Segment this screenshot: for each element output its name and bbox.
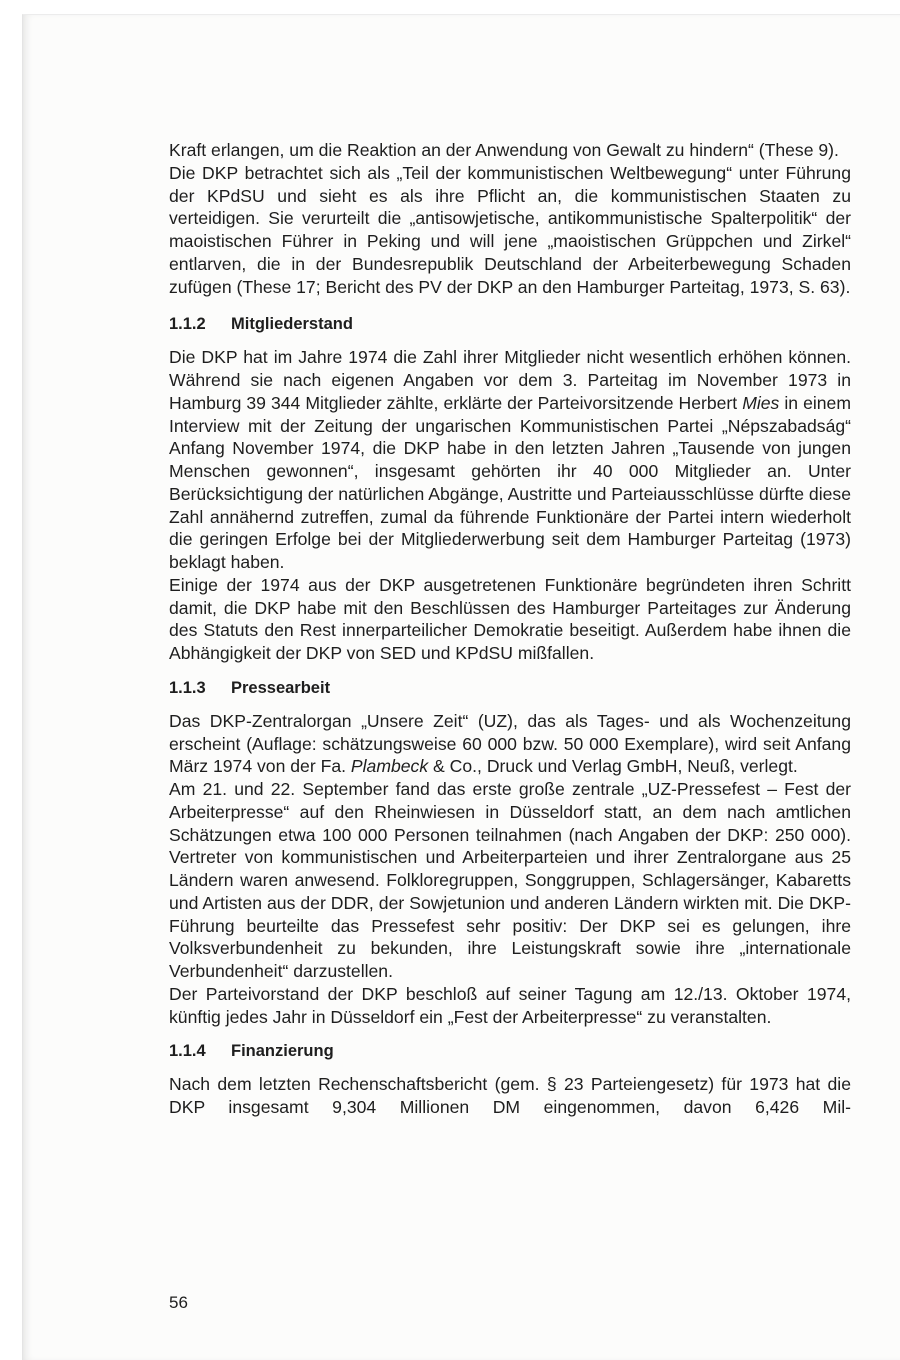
section-title: Mitgliederstand [231, 315, 353, 334]
section-title: Finanzierung [231, 1042, 334, 1061]
section-heading-mitgliederstand [169, 313, 851, 335]
paragraph-presse-2: Am 21. und 22. September fand das erste große zentrale „UZ-Pressefest – Fest der Arbeiterpresse“ auf den Rheinwiesen in Düsseldorf statt, an dem nach amtlichen Schätzungen etwa 100 000 Personen teilnahmen (nach Angaben der DKP: 250 000). Vertreter von kommunistischen und Arbeiterparteien und ihrer Zentralorgane aus 25 Ländern waren anwesend. Folkloregruppen, Songgruppen, Schlagersänger, Kabaretts und Artisten aus der DDR, der Sowjetunion und anderen Ländern wirkten mit. Die DKP-Führung beurteilte das Pressefest sehr positiv: Der DKP sei es gelungen, ihre Volksverbundenheit zu bekunden, ihre Leistungskraft sowie ihre „internationale Verbundenheit“ darzustellen. [169, 779, 851, 981]
section-heading-pressearbeit [169, 677, 851, 699]
section-number: 1.1.4 [169, 1042, 206, 1061]
name-mies: Mies [742, 392, 780, 413]
paragraph-intro-2: Die DKP betrachtet sich als „Teil der kommunistischen Weltbewegung“ unter Führung der KPdSU und sieht es als ihre Pflicht an, die kommunistischen Staaten zu verteidigen. Sie verurteilt die „antisowjetische, antikommunistische Spalterpolitik“ der maoistischen Führer in Peking und will jene „maoistischen Grüppchen und Zirkel“ entlarven, die in der Bundesrepublik Deutschland der Arbeiterbewegung Schaden zufügen (These 17; Bericht des PV der DKP an den Hamburger Parteitag, 1973, S. 63). [169, 162, 851, 297]
book-page [22, 14, 900, 1360]
paragraph-intro-1: Kraft erlangen, um die Reaktion an der Anwendung von Gewalt zu hindern“ (These 9). [169, 140, 839, 160]
name-plambeck: Plambeck [350, 756, 429, 777]
section-number: 1.1.3 [169, 678, 206, 697]
section-title: Pressearbeit [231, 678, 331, 697]
page-number: 56 [169, 1293, 188, 1312]
paragraph-finanzierung-1: Nach dem letzten Rechenschaftsbericht (gem. § 23 Parteiengesetz) für 1973 hat die DKP insgesamt 9,304 Millionen DM eingenommen, davon 6,426 Mil- [169, 1074, 851, 1117]
section-number: 1.1.2 [169, 315, 206, 334]
page-body [169, 139, 851, 1119]
section-heading-finanzierung [169, 1040, 851, 1062]
paragraph-mitglieder-2: Einige der 1974 aus der DKP ausgetretenen Funktionäre begründeten ihren Schritt damit, die DKP habe mit den Beschlüssen des Hamburger Parteitages zur Änderung des Statuts den Rest innerparteilicher Demokratie beseitigt. Außerdem habe ihnen die Abhängigkeit der DKP von SED und KPdSU mißfallen. [169, 574, 851, 663]
paragraph-presse-1: Das DKP-Zentralorgan „Unsere Zeit“ (UZ), das als Tages- und als Wochenzeitung erscheint (Auflage: schätzungsweise 60 000 bzw. 50 000 Exemplare), wird seit Anfang März 1974 von der Fa. Plambeck & Co., Druck und Verlag GmbH, Neuß, verlegt. [169, 710, 851, 777]
paragraph-mitglieder-1: Die DKP hat im Jahre 1974 die Zahl ihrer Mitglieder nicht wesentlich erhöhen können. Während sie nach eigenen Angaben vor dem 3. Parteitag im November 1973 in Hamburg 39 344 Mitglieder zählte, erklärte der Parteivorsitzende Herbert Mies in einem Interview mit der Zeitung der ungarischen Kommunistischen Partei „Népszabadság“ Anfang November 1974, die DKP habe in den letzten Jahren „Tausende von jungen Menschen gewonnen“, insgesamt gehörten ihr 40 000 Mitglieder an. Unter Berücksichtigung der natürlichen Abgänge, Austritte und Parteiausschlüsse dürfte diese Zahl annähernd zutreffen, zumal da führende Funktionäre der Partei intern wiederholt die geringen Erfolge bei der Mitgliederwerbung seit dem Hamburger Parteitag (1973) beklagt haben. [169, 347, 851, 572]
paragraph-presse-3: Der Parteivorstand der DKP beschloß auf seiner Tagung am 12./13. Oktober 1974, künftig jedes Jahr in Düsseldorf ein „Fest der Arbeiterpresse“ zu veranstalten. [169, 983, 851, 1027]
